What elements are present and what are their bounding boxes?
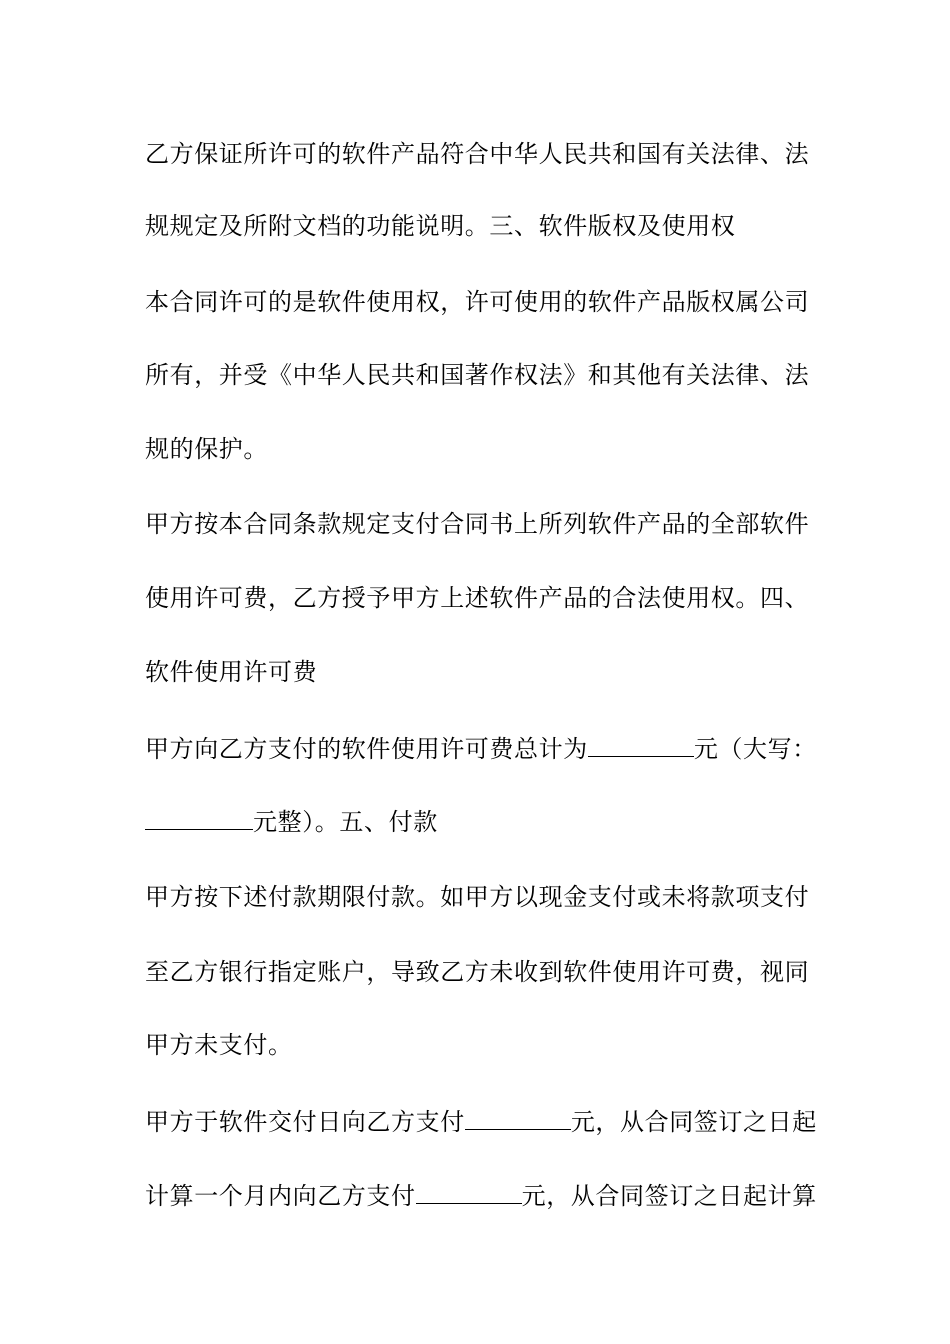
fee-capital-line bbox=[145, 806, 815, 838]
text-line: 规的保护。 bbox=[145, 435, 268, 463]
amount-blank bbox=[416, 1181, 522, 1204]
text-line: 甲方按下述付款期限付款。如甲方以现金支付或未将款项支付 bbox=[145, 883, 810, 911]
text-line: 甲方按本合同条款规定支付合同书上所列软件产品的全部软件 bbox=[145, 510, 810, 538]
text-line: 乙方保证所许可的软件产品符合中华人民共和国有关法律、法 bbox=[145, 140, 810, 168]
text-line: 使用许可费，乙方授予甲方上述软件产品的合法使用权。四、 bbox=[145, 584, 810, 612]
payment-delivery-line bbox=[145, 1106, 815, 1138]
amount-blank bbox=[465, 1107, 571, 1130]
text-line: 所有，并受《中华人民共和国著作权法》和其他有关法律、法 bbox=[145, 361, 810, 389]
text-line: 软件使用许可费 bbox=[145, 658, 318, 686]
line-text-after: 元，从合同签订之日起计算 bbox=[521, 1182, 817, 1210]
amount-blank bbox=[588, 734, 694, 757]
payment-month-line bbox=[145, 1180, 815, 1212]
text-line: 甲方未支付。 bbox=[145, 1031, 293, 1059]
amount-capital-blank bbox=[145, 807, 253, 830]
line-text-after: 元整）。五、付款 bbox=[253, 808, 438, 836]
line-text-after: 元（大写： bbox=[693, 735, 817, 763]
text-line: 本合同许可的是软件使用权，许可使用的软件产品版权属公司 bbox=[145, 288, 810, 316]
line-text-before: 甲方于软件交付日向乙方支付 bbox=[145, 1108, 465, 1136]
line-text-before: 甲方向乙方支付的软件使用许可费总计为 bbox=[145, 735, 588, 763]
text-line: 规规定及所附文档的功能说明。三、软件版权及使用权 bbox=[145, 212, 736, 240]
fee-total-line bbox=[145, 733, 815, 765]
line-text-before: 计算一个月内向乙方支付 bbox=[145, 1182, 416, 1210]
line-text-after: 元，从合同签订之日起 bbox=[570, 1108, 817, 1136]
text-line: 至乙方银行指定账户，导致乙方未收到软件使用许可费，视同 bbox=[145, 958, 810, 986]
